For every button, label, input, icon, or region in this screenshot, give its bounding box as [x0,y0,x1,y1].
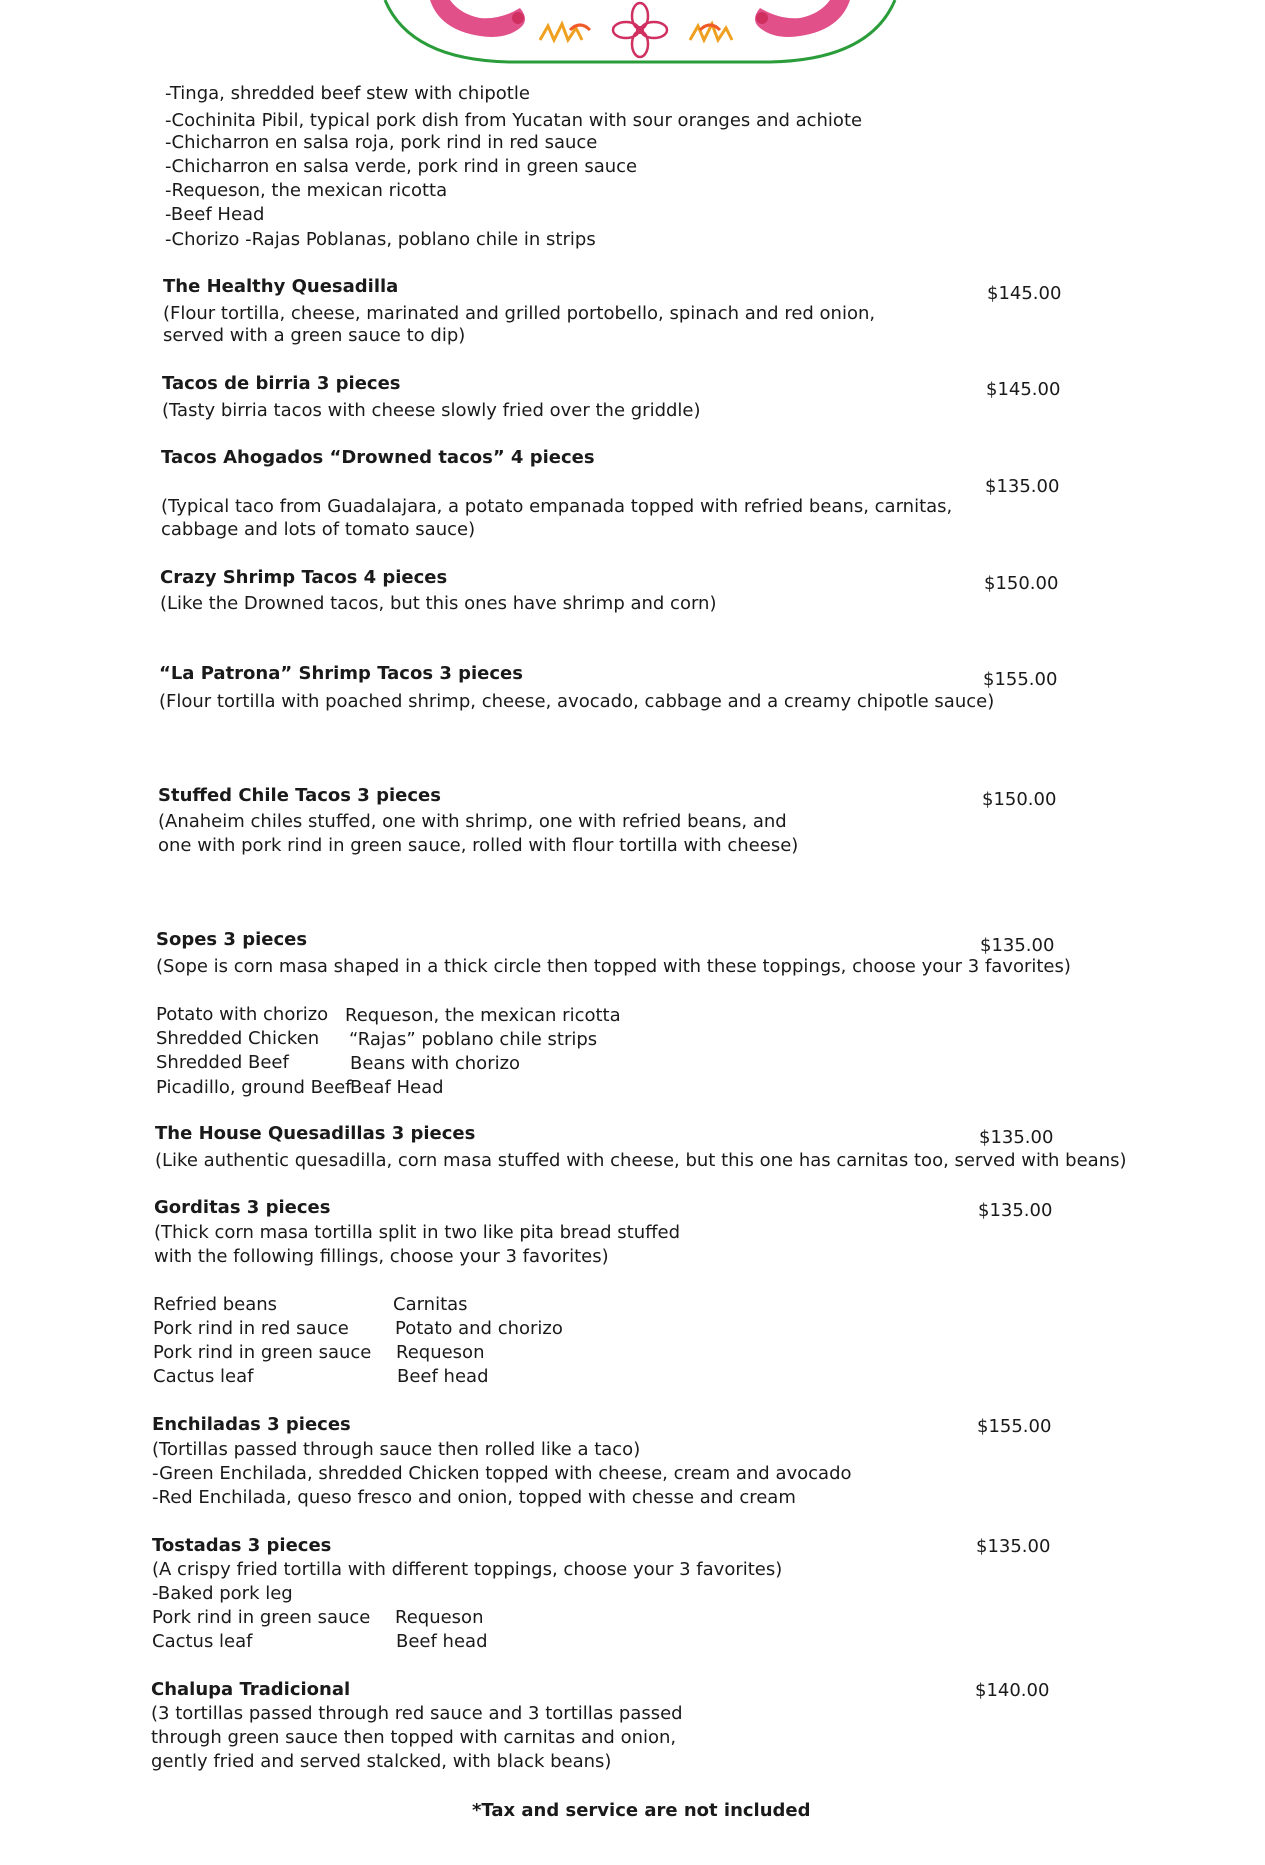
item-description: through green sauce then topped with carnitas and onion, [151,1727,677,1748]
item-description: (3 tortillas passed through red sauce and 3 tortillas passed [151,1703,683,1724]
item-description: (Flour tortilla, cheese, marinated and grilled portobello, spinach and red onion, [163,303,876,324]
item-price: $150.00 [982,789,1057,810]
option-item: Pork rind in red sauce [153,1318,349,1339]
item-price: $135.00 [980,935,1055,956]
item-price: $150.00 [984,573,1059,594]
option-item: Shredded Chicken [156,1028,320,1049]
option-item: “Rajas” poblano chile strips [349,1029,598,1050]
item-description: (Thick corn masa tortilla split in two like pita bread stuffed [154,1222,681,1243]
filling-line: -Chicharron en salsa verde, pork rind in green sauce [165,156,638,177]
tax-note: *Tax and service are not included [472,1800,811,1821]
item-description: gently fried and served stalcked, with black beans) [151,1751,612,1772]
option-item: Shredded Beef [156,1052,289,1073]
item-description: (Like the Drowned tacos, but this ones have shrimp and corn) [160,593,717,614]
option-item: Beef head [397,1366,489,1387]
option-item: Carnitas [393,1294,468,1315]
option-item: Potato with chorizo [156,1004,329,1025]
item-price: $155.00 [983,669,1058,690]
option-item: Pork rind in green sauce [152,1607,371,1628]
item-description: (Sope is corn masa shaped in a thick circle then topped with these toppings, choose your 3 favorites) [156,956,1071,977]
item-price: $145.00 [986,379,1061,400]
filling-line: -Chicharron en salsa roja, pork rind in red sauce [165,132,598,153]
item-description: one with pork rind in green sauce, rolled with flour tortilla with cheese) [158,835,799,856]
option-item: Beans with chorizo [350,1053,521,1074]
item-price: $135.00 [979,1127,1054,1148]
option-item: Potato and chorizo [395,1318,563,1339]
item-name: The House Quesadillas 3 pieces [155,1123,476,1144]
item-name: Tostadas 3 pieces [152,1535,332,1556]
option-item: Pork rind in green sauce [153,1342,372,1363]
item-price: $135.00 [976,1536,1051,1557]
option-item: Picadillo, ground Beef [156,1077,352,1098]
item-name: “La Patrona” Shrimp Tacos 3 pieces [159,663,523,684]
option-item: Cactus leaf [152,1631,253,1652]
filling-line: -Cochinita Pibil, typical pork dish from Yucatan with sour oranges and achiote [165,110,863,131]
item-name: The Healthy Quesadilla [163,276,399,297]
item-description: (Anaheim chiles stuffed, one with shrimp, one with refried beans, and [158,811,787,832]
item-description: (Tasty birria tacos with cheese slowly fried over the griddle) [162,400,701,421]
filling-line: -Chorizo -Rajas Poblanas, poblano chile in strips [165,229,596,250]
item-description: served with a green sauce to dip) [163,325,466,346]
option-item: Requeson [395,1607,484,1628]
option-item: Beef head [396,1631,488,1652]
item-description: (Tortillas passed through sauce then rolled like a taco) [152,1439,641,1460]
option-item: Beaf Head [350,1077,444,1098]
filling-line: -Beef Head [165,204,265,225]
item-name: Gorditas 3 pieces [154,1197,331,1218]
item-description: (Typical taco from Guadalajara, a potato empanada topped with refried beans, carnitas, [161,496,953,517]
item-name: Enchiladas 3 pieces [152,1414,351,1435]
item-description: (Like authentic quesadilla, corn masa stuffed with cheese, but this one has carnitas too, served with beans) [155,1150,1127,1171]
item-price: $135.00 [985,476,1060,497]
option-item: Requeson [396,1342,485,1363]
item-description: with the following fillings, choose your 3 favorites) [154,1246,609,1267]
item-name: Tacos de birria 3 pieces [162,373,401,394]
filling-line: -Tinga, shredded beef stew with chipotle [165,83,530,104]
item-name: Stuffed Chile Tacos 3 pieces [158,785,441,806]
item-price: $140.00 [975,1680,1050,1701]
item-price: $135.00 [978,1200,1053,1221]
item-name: Sopes 3 pieces [156,929,308,950]
item-name: Chalupa Tradicional [151,1679,351,1700]
item-price: $145.00 [987,283,1062,304]
bird-flower-ornament [370,0,910,70]
item-price: $155.00 [977,1416,1052,1437]
option-item: Refried beans [153,1294,278,1315]
item-description: (Flour tortilla with poached shrimp, cheese, avocado, cabbage and a creamy chipotle sauce) [159,691,995,712]
item-description: -Baked pork leg [152,1583,293,1604]
option-item: Cactus leaf [153,1366,254,1387]
item-name: Crazy Shrimp Tacos 4 pieces [160,567,448,588]
item-name: Tacos Ahogados “Drowned tacos” 4 pieces [161,447,595,468]
filling-line: -Requeson, the mexican ricotta [165,180,448,201]
item-description: cabbage and lots of tomato sauce) [161,519,476,540]
item-description: (A crispy fried tortilla with different toppings, choose your 3 favorites) [152,1559,783,1580]
item-description: -Red Enchilada, queso fresco and onion, topped with chesse and cream [152,1487,796,1508]
item-description: -Green Enchilada, shredded Chicken topped with cheese, cream and avocado [152,1463,852,1484]
option-item: Requeson, the mexican ricotta [345,1005,621,1026]
